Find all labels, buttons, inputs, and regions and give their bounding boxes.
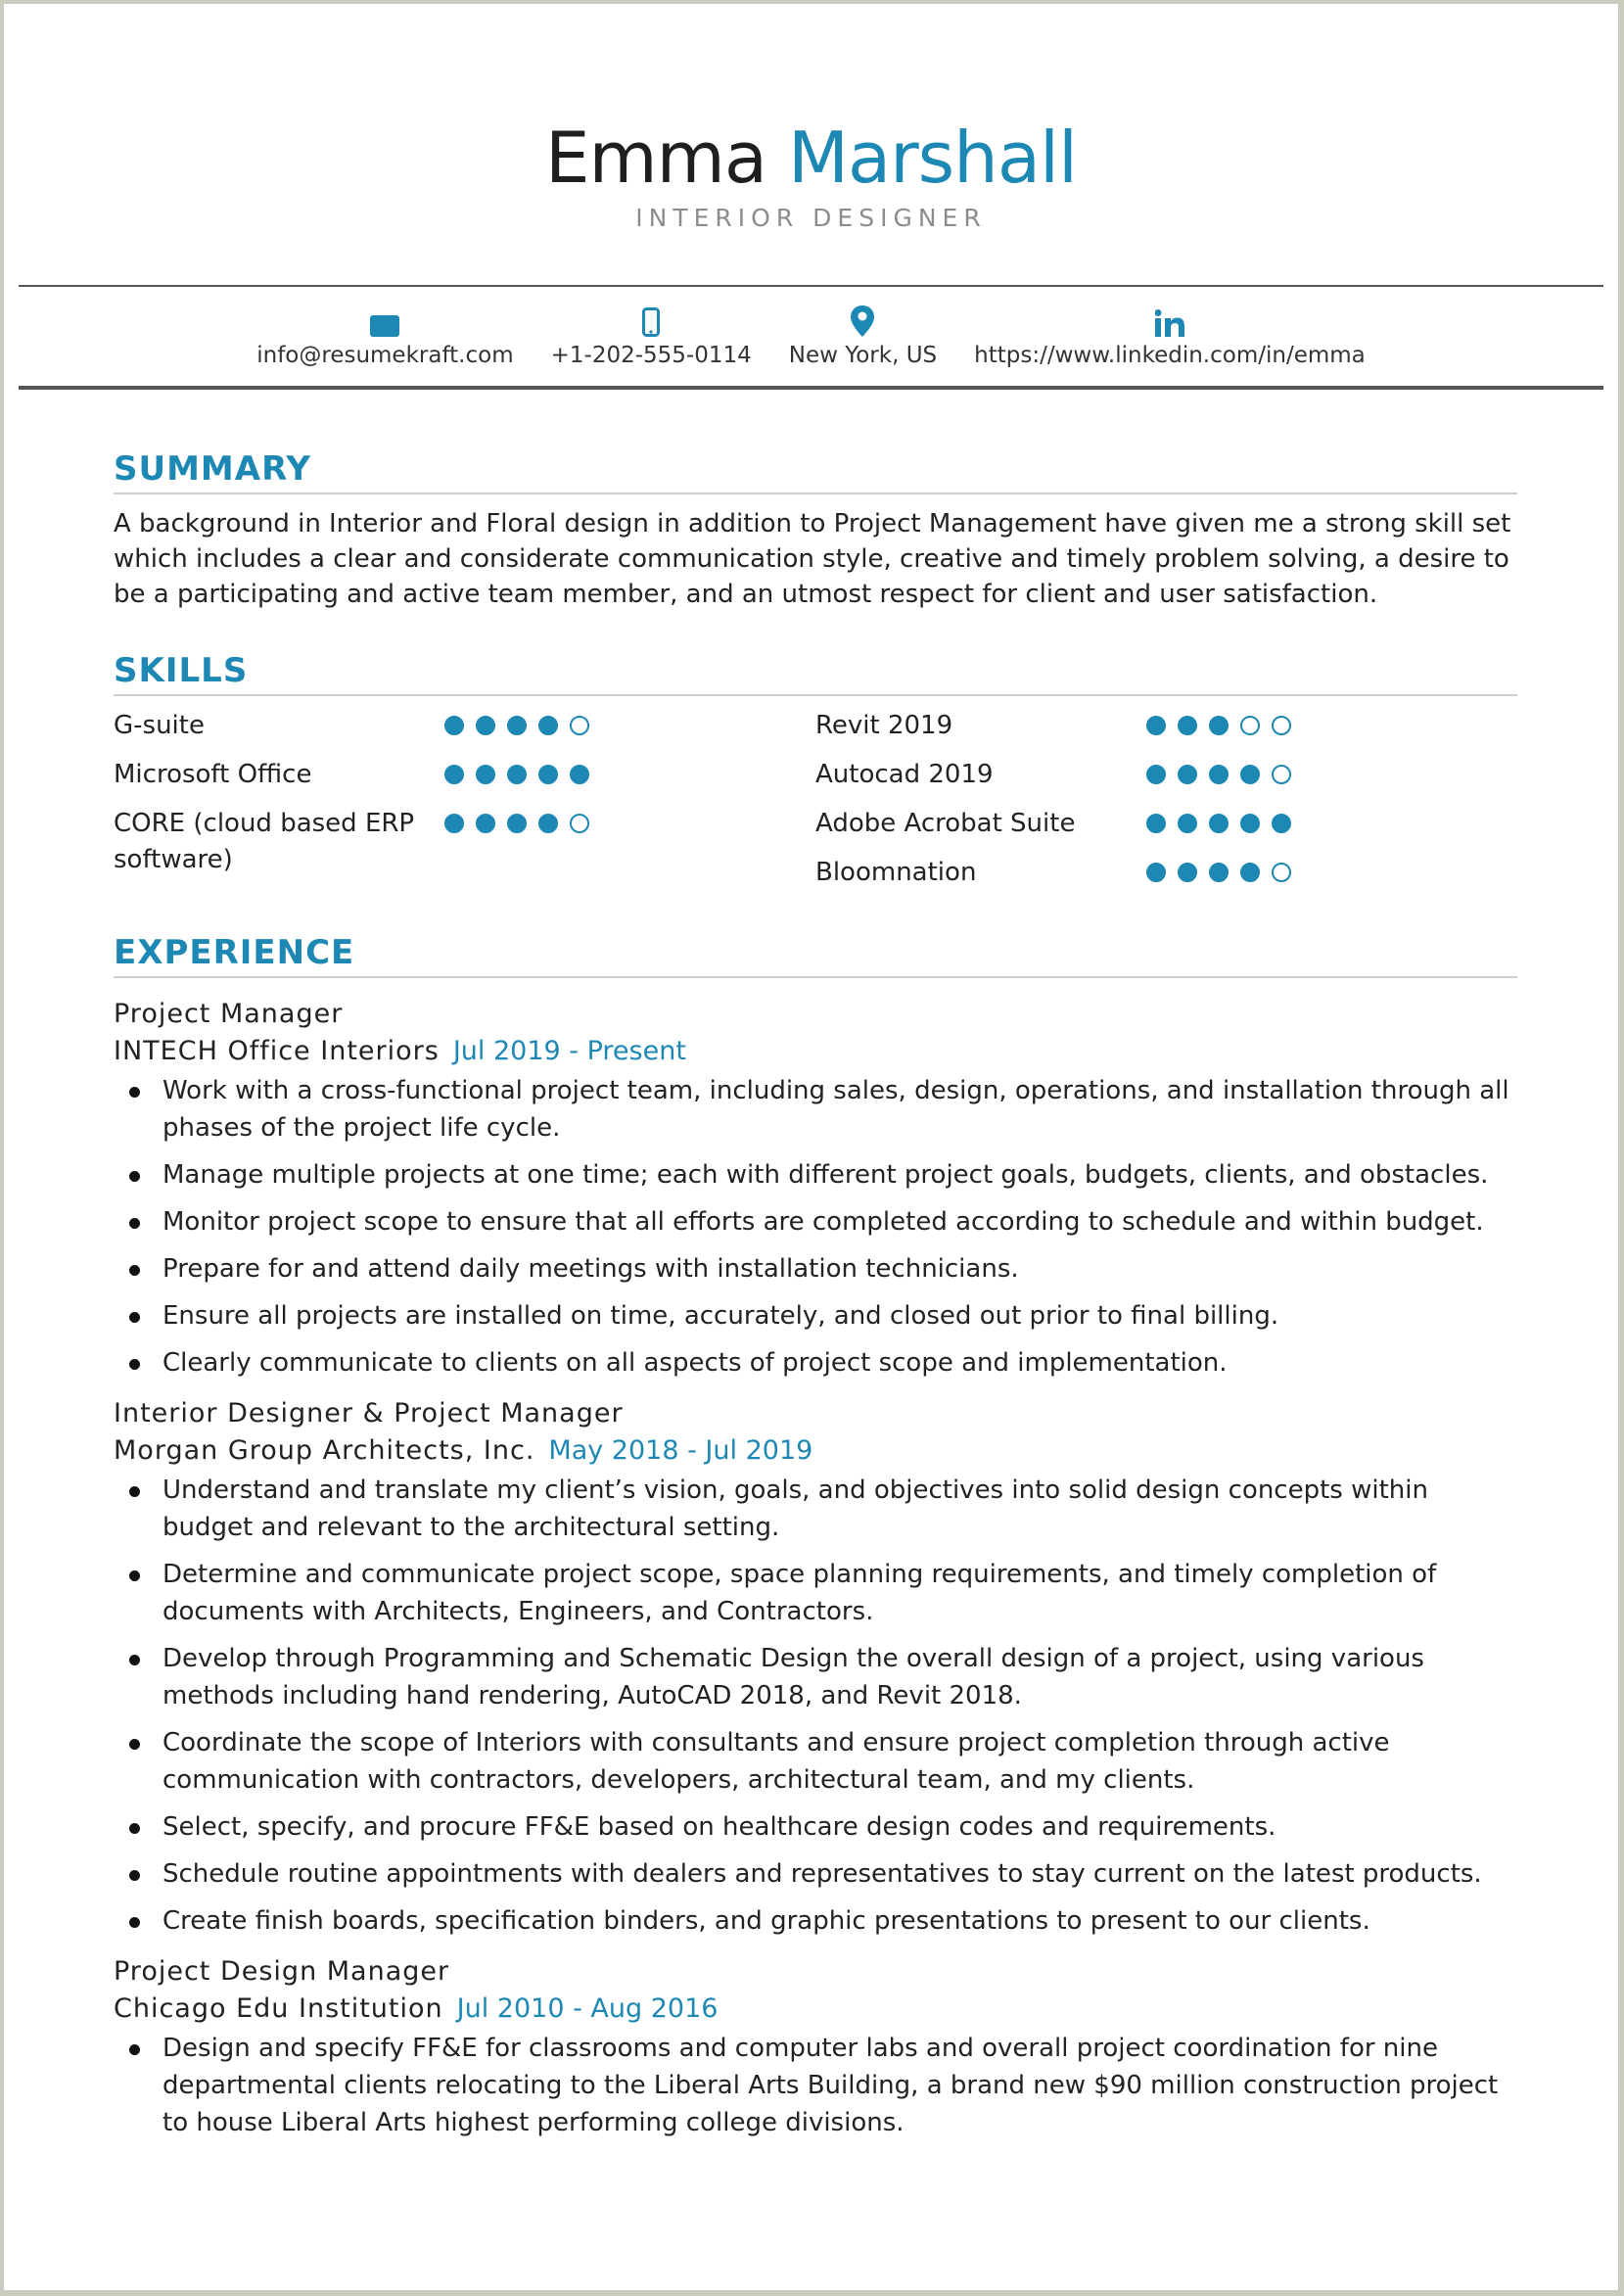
rating-dot-filled [507, 716, 527, 735]
skill-rating [1146, 757, 1291, 784]
skill-name: G-suite [114, 711, 205, 740]
bullet-item: Monitor project scope to ensure that all efforts are completed according to schedule and within budget. [114, 1203, 1517, 1241]
rating-dot-filled [1146, 863, 1166, 882]
rating-dot-filled [507, 765, 527, 784]
job-entry [114, 996, 1517, 1382]
job-list [114, 996, 1517, 2141]
skill-name: Microsoft Office [114, 760, 312, 789]
company-line [114, 1033, 1517, 1070]
job-role: Project Manager [114, 999, 344, 1029]
contact-phone[interactable] [551, 307, 752, 368]
rating-dot-empty [1240, 716, 1260, 735]
contact-linkedin[interactable] [974, 307, 1366, 368]
skill-rating [444, 806, 589, 833]
bullet-item: Select, specify, and procure FF&E based on healthcare design codes and requirements. [114, 1808, 1517, 1846]
bullet-item: Understand and translate my client’s vision, goals, and objectives into solid design concepts within budget and relevant to the architectural setting. [114, 1472, 1517, 1546]
rating-dot-filled [1209, 863, 1229, 882]
skill-rating [1146, 806, 1291, 833]
rating-dot-empty [570, 716, 589, 735]
bullet-item: Develop through Programming and Schematic Design the overall design of a project, using various methods including hand rendering, AutoCAD 2018, and Revit 2018. [114, 1640, 1517, 1714]
rating-dot-empty [1272, 863, 1291, 882]
bullet-item: Work with a cross-functional project team, including sales, design, operations, and installation through all phases of the project life cycle. [114, 1072, 1517, 1147]
bullet-item: Coordinate the scope of Interiors with consultants and ensure project completion through active communication with contractors, developers, architectural team, and my clients. [114, 1724, 1517, 1799]
skill-row [114, 806, 815, 878]
rating-dot-filled [476, 716, 495, 735]
rating-dot-filled [476, 765, 495, 784]
job-bullets [114, 1472, 1517, 1940]
company-line [114, 1432, 1517, 1470]
skill-name: CORE (cloud based ERP software) [114, 809, 415, 874]
contact-location [789, 307, 937, 368]
rating-dot-filled [1146, 765, 1166, 784]
job-role: Interior Designer & Project Manager [114, 1398, 624, 1429]
rating-dot-filled [1178, 765, 1197, 784]
rating-dot-filled [1240, 863, 1260, 882]
rating-dot-filled [1178, 863, 1197, 882]
skill-row [815, 855, 1517, 891]
candidate-name [4, 114, 1618, 202]
rating-dot-empty [1272, 716, 1291, 735]
bullet-item: Ensure all projects are installed on time, accurately, and closed out prior to final billing. [114, 1297, 1517, 1335]
rating-dot-filled [1209, 716, 1229, 735]
bullet-item: Determine and communicate project scope, space planning requirements, and timely completion of documents with Architects, Engineers, and Contractors. [114, 1556, 1517, 1630]
rating-dot-filled [1146, 716, 1166, 735]
skill-rating [444, 708, 589, 735]
bullet-item: Design and specify FF&E for classrooms and computer labs and overall project coordination for nine departmental clients relocating to the Liberal Arts Building, a brand new $90 million construction project to house Liberal Arts highest performing college divisions. [114, 2030, 1517, 2141]
linkedin-icon [1155, 307, 1184, 337]
skill-rating [1146, 708, 1291, 735]
company-line [114, 1991, 1517, 2028]
skill-rating [444, 757, 589, 784]
job-dates: May 2018 - Jul 2019 [548, 1435, 813, 1466]
contact-bar [4, 307, 1618, 368]
company-name: Chicago Edu Institution [114, 1993, 443, 2024]
rating-dot-filled [1240, 814, 1260, 833]
skills-grid [114, 708, 1517, 904]
rating-dot-filled [1178, 716, 1197, 735]
skill-name: Autocad 2019 [815, 760, 994, 789]
contact-email-text: info@resumekraft.com [256, 343, 514, 368]
company-name: Morgan Group Architects, Inc. [114, 1435, 535, 1466]
location-pin-icon [851, 307, 874, 337]
job-dates: Jul 2010 - Aug 2016 [456, 1993, 719, 2024]
header-divider-bottom [19, 386, 1603, 390]
skill-name: Bloomnation [815, 858, 977, 887]
contact-location-text: New York, US [788, 343, 938, 368]
contact-email[interactable] [256, 307, 513, 368]
skill-rating [1146, 855, 1291, 882]
skills-section [114, 651, 1517, 904]
bullet-item: Prepare for and attend daily meetings with installation technicians. [114, 1250, 1517, 1288]
skill-row [815, 757, 1517, 793]
skills-column-right [815, 708, 1517, 904]
rating-dot-filled [476, 814, 495, 833]
rating-dot-filled [538, 765, 558, 784]
rating-dot-empty [1272, 765, 1291, 784]
job-bullets [114, 1072, 1517, 1382]
rating-dot-filled [1209, 765, 1229, 784]
job-entry [114, 1953, 1517, 2141]
rating-dot-filled [1146, 814, 1166, 833]
skill-row [114, 757, 815, 793]
contact-phone-text: +1-202-555-0114 [550, 343, 752, 368]
experience-heading: EXPERIENCE [114, 933, 1517, 978]
skill-name: Adobe Acrobat Suite [815, 809, 1076, 838]
summary-heading: SUMMARY [114, 449, 1517, 494]
summary-text: A background in Interior and Floral design in addition to Project Management have given me a strong skill set which includes a clear and considerate communication style, creative and timely problem solving, a desire to be a participating and active team member, and an utmost respect for client and user satisfaction. [114, 509, 1511, 609]
rating-dot-filled [444, 814, 464, 833]
skills-column-left [114, 708, 815, 904]
skills-heading: SKILLS [114, 651, 1517, 696]
experience-section [114, 933, 1517, 2141]
rating-dot-filled [1272, 814, 1291, 833]
email-icon [370, 307, 399, 337]
resume-body [114, 449, 1517, 2151]
rating-dot-filled [1240, 765, 1260, 784]
summary-section [114, 449, 1517, 612]
first-name: Emma [545, 117, 766, 199]
rating-dot-filled [1209, 814, 1229, 833]
job-dates: Jul 2019 - Present [452, 1036, 686, 1066]
rating-dot-filled [570, 765, 589, 784]
company-name: INTECH Office Interiors [114, 1036, 440, 1066]
rating-dot-filled [444, 765, 464, 784]
contact-linkedin-text: https://www.linkedin.com/in/emma [974, 343, 1366, 368]
last-name: Marshall [787, 117, 1077, 199]
phone-icon [642, 307, 660, 337]
rating-dot-filled [538, 716, 558, 735]
rating-dot-filled [507, 814, 527, 833]
job-bullets [114, 2030, 1517, 2141]
bullet-item: Clearly communicate to clients on all aspects of project scope and implementation. [114, 1344, 1517, 1382]
bullet-item: Create finish boards, specification binders, and graphic presentations to present to our clients. [114, 1902, 1517, 1940]
skill-row [114, 708, 815, 744]
skill-row [815, 806, 1517, 842]
rating-dot-empty [570, 814, 589, 833]
bullet-item: Schedule routine appointments with dealers and representatives to stay current on the latest products. [114, 1855, 1517, 1893]
job-entry [114, 1395, 1517, 1940]
resume-page [4, 4, 1618, 2290]
rating-dot-filled [444, 716, 464, 735]
rating-dot-filled [538, 814, 558, 833]
job-title-heading: INTERIOR DESIGNER [635, 204, 987, 232]
skill-name: Revit 2019 [815, 711, 953, 740]
skill-row [815, 708, 1517, 744]
rating-dot-filled [1178, 814, 1197, 833]
header-divider-top [19, 285, 1603, 287]
job-role: Project Design Manager [114, 1956, 450, 1987]
bullet-item: Manage multiple projects at one time; each with different project goals, budgets, clients, and obstacles. [114, 1156, 1517, 1194]
resume-header [4, 114, 1618, 232]
